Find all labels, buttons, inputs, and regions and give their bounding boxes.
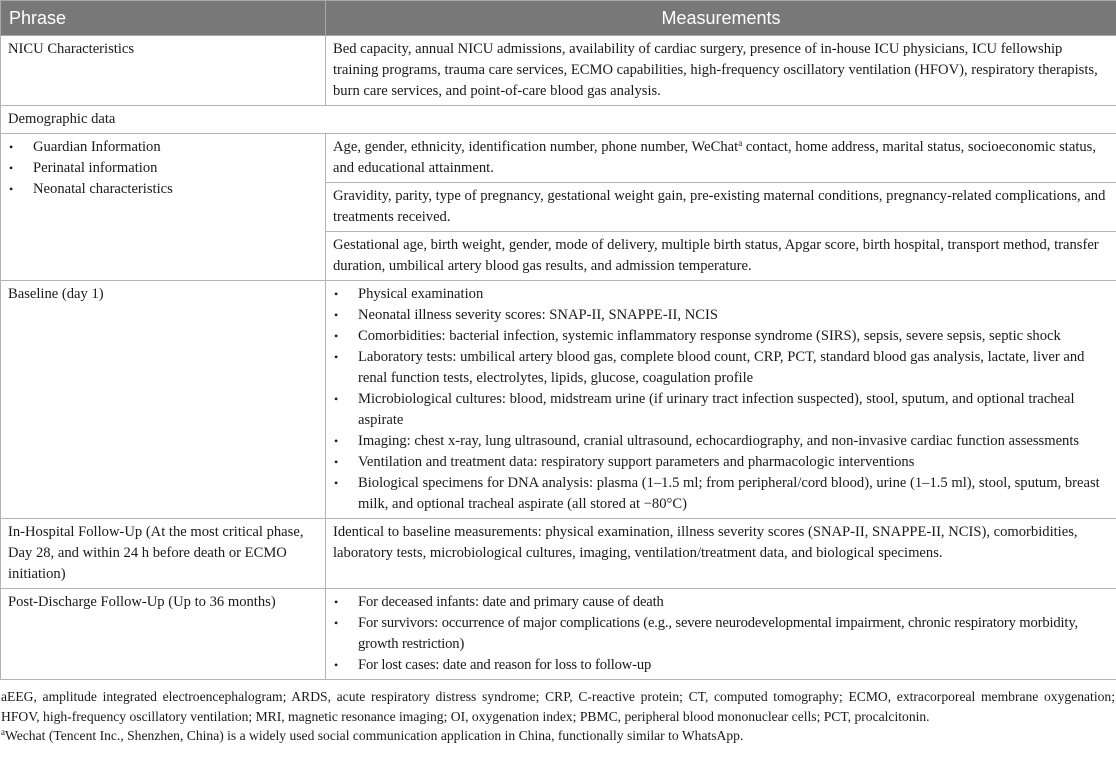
- guardian-text-cont: contact, home address, marital status, socioeconomic status, and educational attainment.: [333, 139, 1096, 176]
- measurements-cell: Bed capacity, annual NICU admissions, availability of cardiac surgery, presence of in-house ICU physicians, ICU fellowship training programs, trauma care services, ECMO capabilities, high-frequency oscillatory ventilation (HFOV), respiratory therapists, burn care services, and point-of-care blood gas analysis.: [326, 36, 1116, 106]
- list-item: • For deceased infants: date and primary cause of death: [333, 592, 1109, 613]
- list-item: • For lost cases: date and reason for loss to follow-up: [333, 655, 1109, 676]
- measurements-cell: [326, 281, 1116, 519]
- guardian-text: Age, gender, ethnicity, identification number, phone number, WeChat: [333, 139, 739, 155]
- phrase-cell: Post-Discharge Follow-Up (Up to 36 months): [1, 589, 326, 680]
- list-item: • Physical examination: [333, 284, 1109, 305]
- list-item: • Ventilation and treatment data: respiratory support parameters and pharmacologic interventions: [333, 452, 1109, 473]
- list-item: • Neonatal characteristics: [8, 179, 318, 200]
- baseline-bullet-list: [333, 284, 1109, 515]
- table-row-post-discharge: [1, 589, 1116, 680]
- table-row-nicu: [1, 36, 1116, 106]
- footnote-marker: a: [1, 727, 5, 737]
- list-item: • Guardian Information: [8, 137, 318, 158]
- post-discharge-bullet-list: [333, 592, 1109, 676]
- table-row-baseline: [1, 281, 1116, 519]
- table-row-in-hospital: [1, 519, 1116, 589]
- list-item: • Biological specimens for DNA analysis: plasma (1–1.5 ml; from peripheral/cord blood), urine (1–1.5 ml), stool, sputum, breast milk, and optional tracheal aspirate (all stored at −80°C): [333, 473, 1109, 515]
- measurements-cell: Gravidity, parity, type of pregnancy, gestational weight gain, pre-existing maternal conditions, pregnancy-related complications, and treatments received.: [326, 183, 1116, 232]
- table-footnotes: [0, 687, 1116, 746]
- measurements-cell: Gestational age, birth weight, gender, mode of delivery, multiple birth status, Apgar score, birth hospital, transport method, transfer duration, umbilical artery blood gas results, and admission temperature.: [326, 232, 1116, 281]
- list-item: • Comorbidities: bacterial infection, systemic inflammatory response syndrome (SIRS), sepsis, severe sepsis, septic shock: [333, 326, 1109, 347]
- phrase-cell: [1, 134, 326, 281]
- list-item: • For survivors: occurrence of major complications (e.g., severe neurodevelopmental impairment, chronic respiratory morbidity, growth restriction): [333, 613, 1109, 655]
- table-header-row: [1, 1, 1116, 36]
- table-row-demographic-section: [1, 106, 1116, 134]
- footnote-marker: a: [738, 138, 743, 148]
- phrase-cell: NICU Characteristics: [1, 36, 326, 106]
- table-row-guardian: [1, 134, 1116, 183]
- wechat-note: [1, 726, 1115, 746]
- measurements-cell: [326, 589, 1116, 680]
- section-label: Demographic data: [1, 106, 1116, 134]
- measurements-cell: Identical to baseline measurements: physical examination, illness severity scores (SNAP-II, SNAPPE-II, NCIS), comorbidities, laboratory tests, microbiological cultures, imaging, ventilation/treatment data, and biological specimens.: [326, 519, 1116, 589]
- header-measurements: Measurements: [326, 1, 1116, 36]
- header-phrase: Phrase: [1, 1, 326, 36]
- list-item: • Neonatal illness severity scores: SNAP-II, SNAPPE-II, NCIS: [333, 305, 1109, 326]
- list-item: • Microbiological cultures: blood, midstream urine (if urinary tract infection suspected), stool, sputum, and optional tracheal aspirate: [333, 389, 1109, 431]
- list-item: • Laboratory tests: umbilical artery blood gas, complete blood count, CRP, PCT, standard blood gas analysis, lactate, liver and renal function tests, electrolytes, lipids, glucose, coagulation profile: [333, 347, 1109, 389]
- abbreviations-note: aEEG, amplitude integrated electroencephalogram; ARDS, acute respiratory distress syndrome; CRP, C-reactive protein; CT, computed tomography; ECMO, extracorporeal membrane oxygenation; HFOV, high-frequency oscillatory ventilation; MRI, magnetic resonance imaging; OI, oxygenation index; PBMC, peripheral blood mononuclear cells; PCT, procalcitonin.: [1, 689, 1115, 724]
- wechat-note-text: Wechat (Tencent Inc., Shenzhen, China) is a widely used social communication application in China, functionally similar to WhatsApp.: [5, 728, 744, 743]
- phrase-cell: Baseline (day 1): [1, 281, 326, 519]
- phrase-cell: In-Hospital Follow-Up (At the most critical phase, Day 28, and within 24 h before death or ECMO initiation): [1, 519, 326, 589]
- measurements-cell: [326, 134, 1116, 183]
- list-item: • Imaging: chest x-ray, lung ultrasound, cranial ultrasound, echocardiography, and non-invasive cardiac function assessments: [333, 431, 1109, 452]
- list-item: • Perinatal information: [8, 158, 318, 179]
- phrase-bullet-list: [8, 137, 318, 200]
